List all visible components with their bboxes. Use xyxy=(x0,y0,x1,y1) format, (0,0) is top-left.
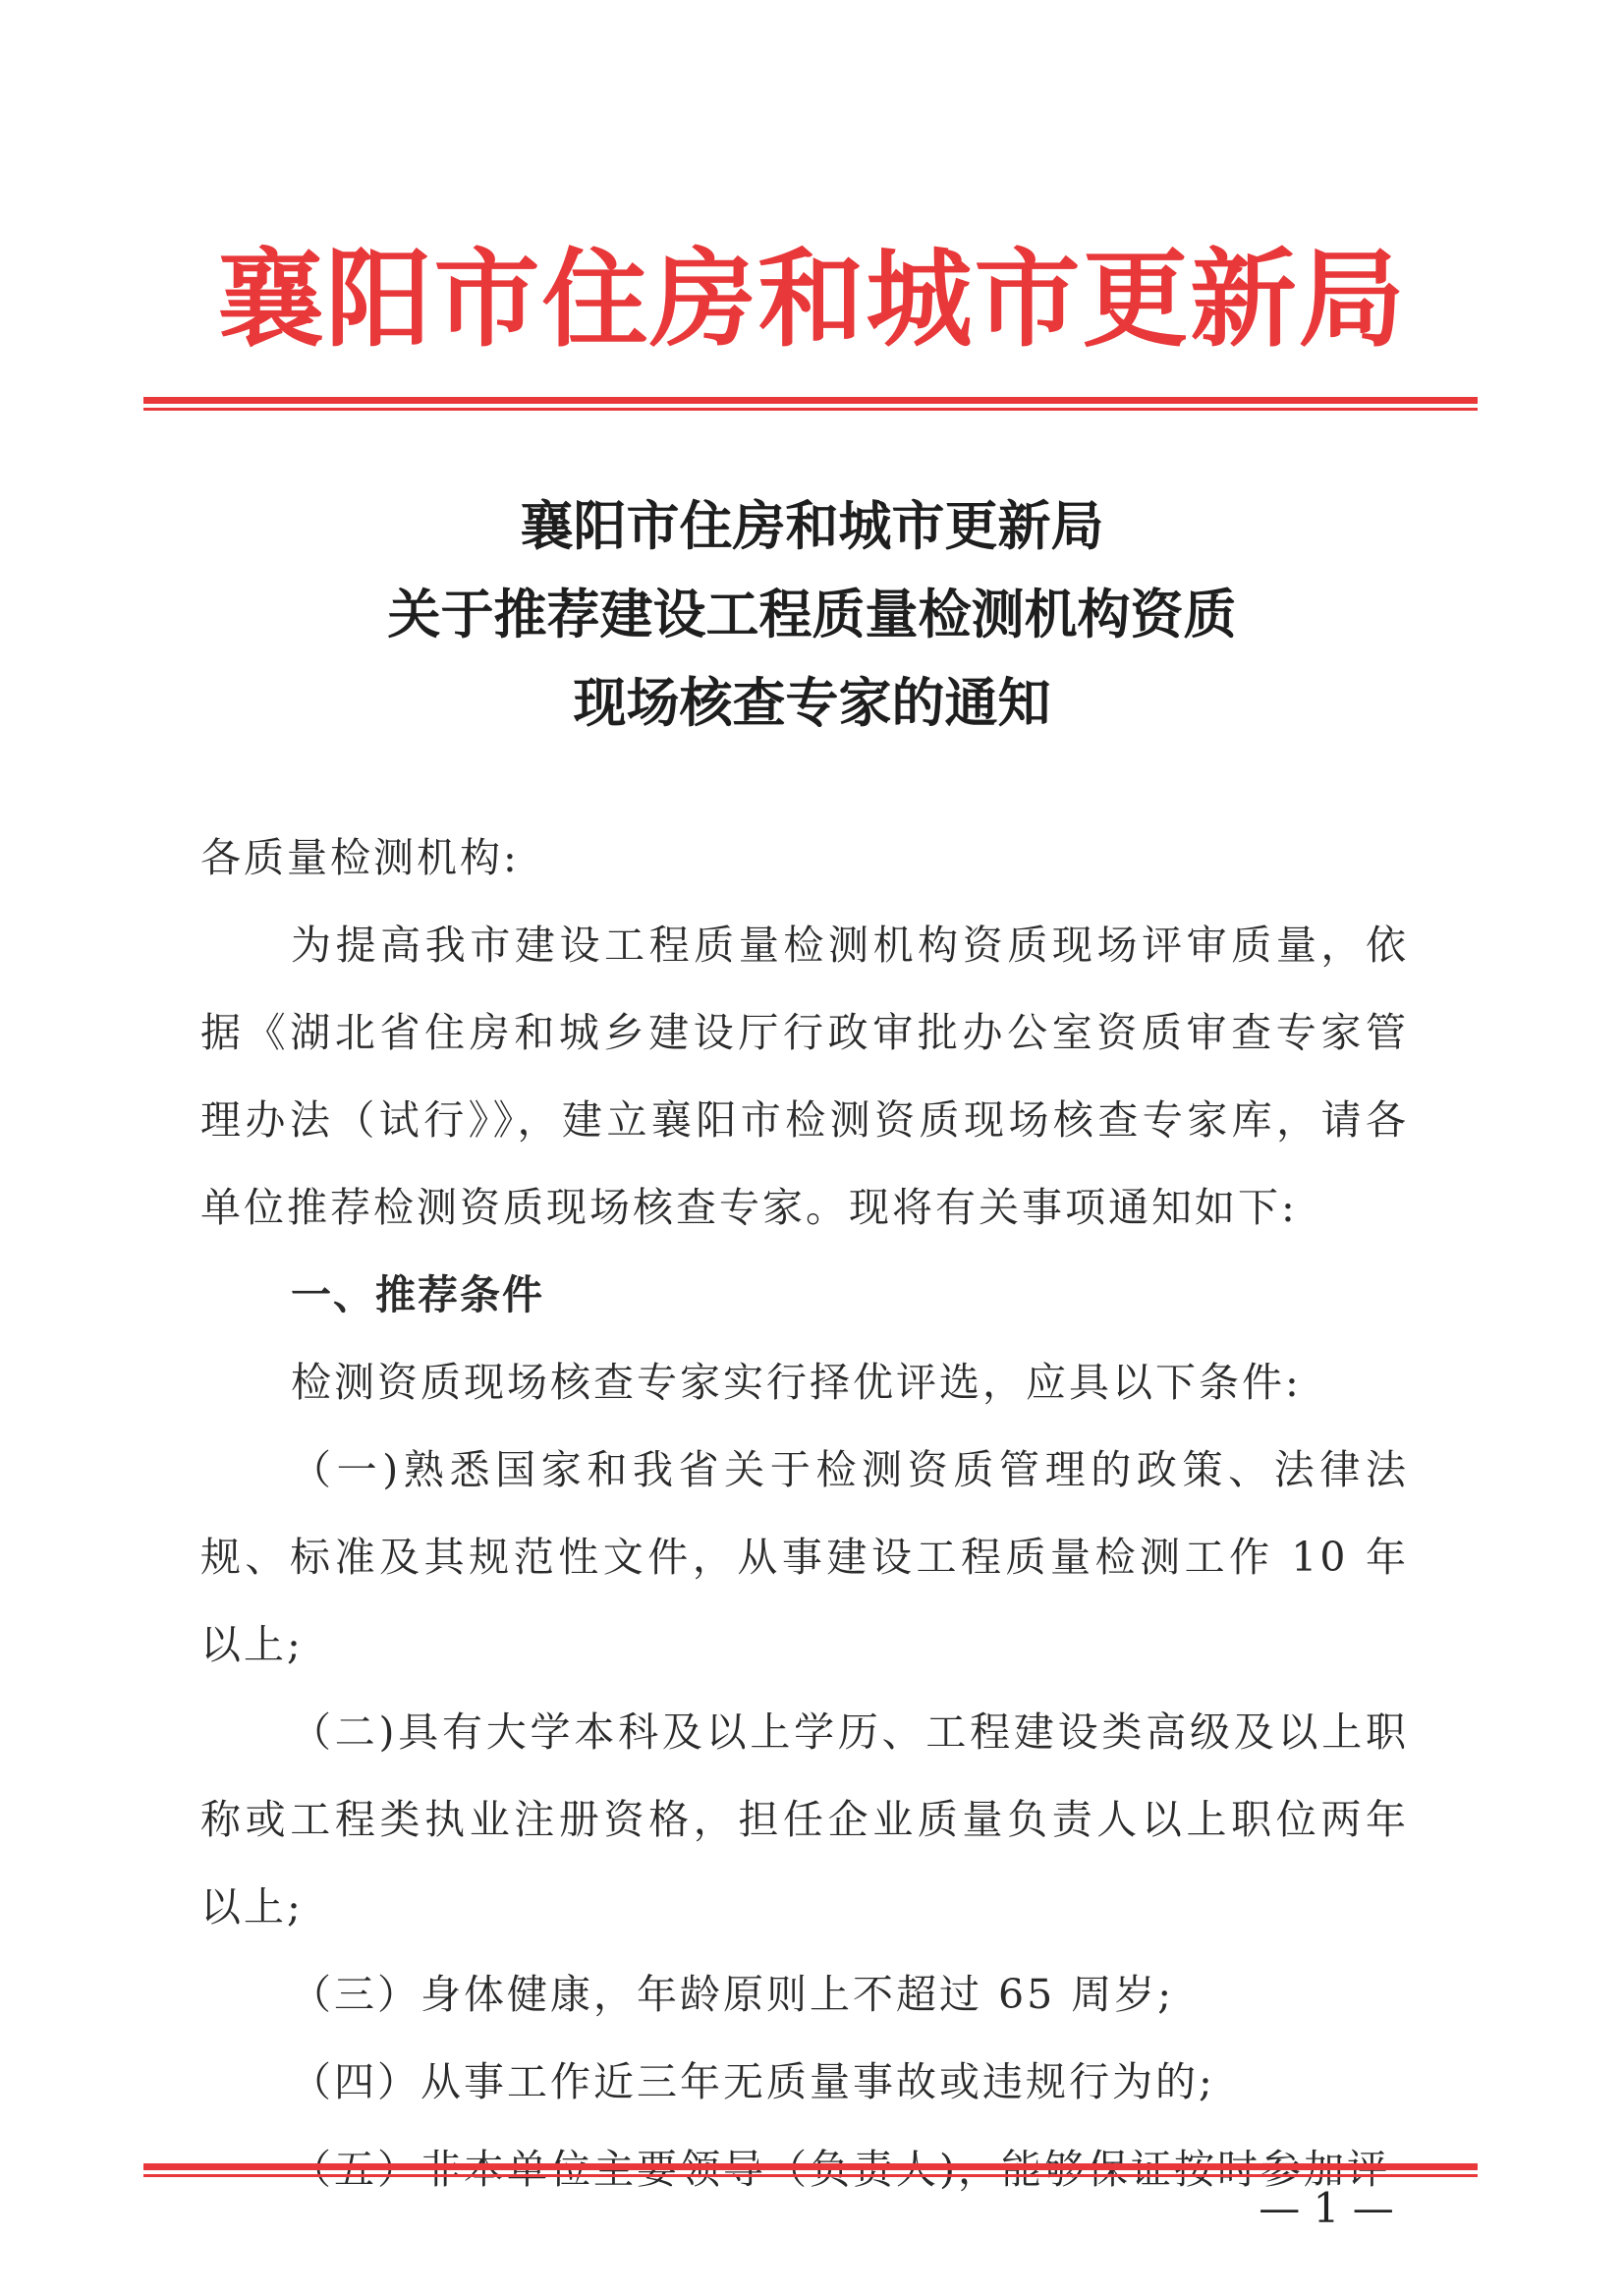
section-heading: 一、推荐条件 xyxy=(291,1271,544,1318)
condition-item: （一)熟悉国家和我省关于检测资质管理的政策、法律法规、标准及其规范性文件，从事建设工程质量检测工作 10 年以上; xyxy=(200,1446,1409,1668)
intro-paragraph: 为提高我市建设工程质量检测机构资质现场评审质量，依据《湖北省住房和城乡建设厅行政审批办公室资质审查专家管理办法（试行》》，建立襄阳市检测资质现场核查专家库，请各单位推荐检测资质现场核查专家。现将有关事项通知如下: xyxy=(200,922,1409,1231)
document-title xyxy=(0,481,1624,747)
condition-item: （四）从事工作近三年无质量事故或违规行为的; xyxy=(291,2058,1215,2105)
document-title-line-2: 关于推荐建设工程质量检测机构资质 xyxy=(387,583,1237,645)
document-body xyxy=(200,814,1409,2213)
condition-item: （二)具有大学本科及以上学历、工程建设类高级及以上职称或工程类执业注册资格，担任企业质量负责人以上职位两年以上; xyxy=(200,1708,1409,1931)
document-title-line-3: 现场核查专家的通知 xyxy=(573,671,1051,734)
letterhead-organization: 襄阳市住房和城市更新局 xyxy=(217,238,1407,362)
salutation: 各质量检测机构: xyxy=(200,834,520,881)
section-lead: 检测资质现场核查专家实行择优评选，应具以下条件: xyxy=(291,1359,1302,1406)
condition-item: （三）身体健康，年龄原则上不超过 65 周岁; xyxy=(291,1971,1175,2018)
page-number: — 1 — xyxy=(1259,2184,1394,2232)
document-title-line-1: 襄阳市住房和城市更新局 xyxy=(520,494,1104,557)
